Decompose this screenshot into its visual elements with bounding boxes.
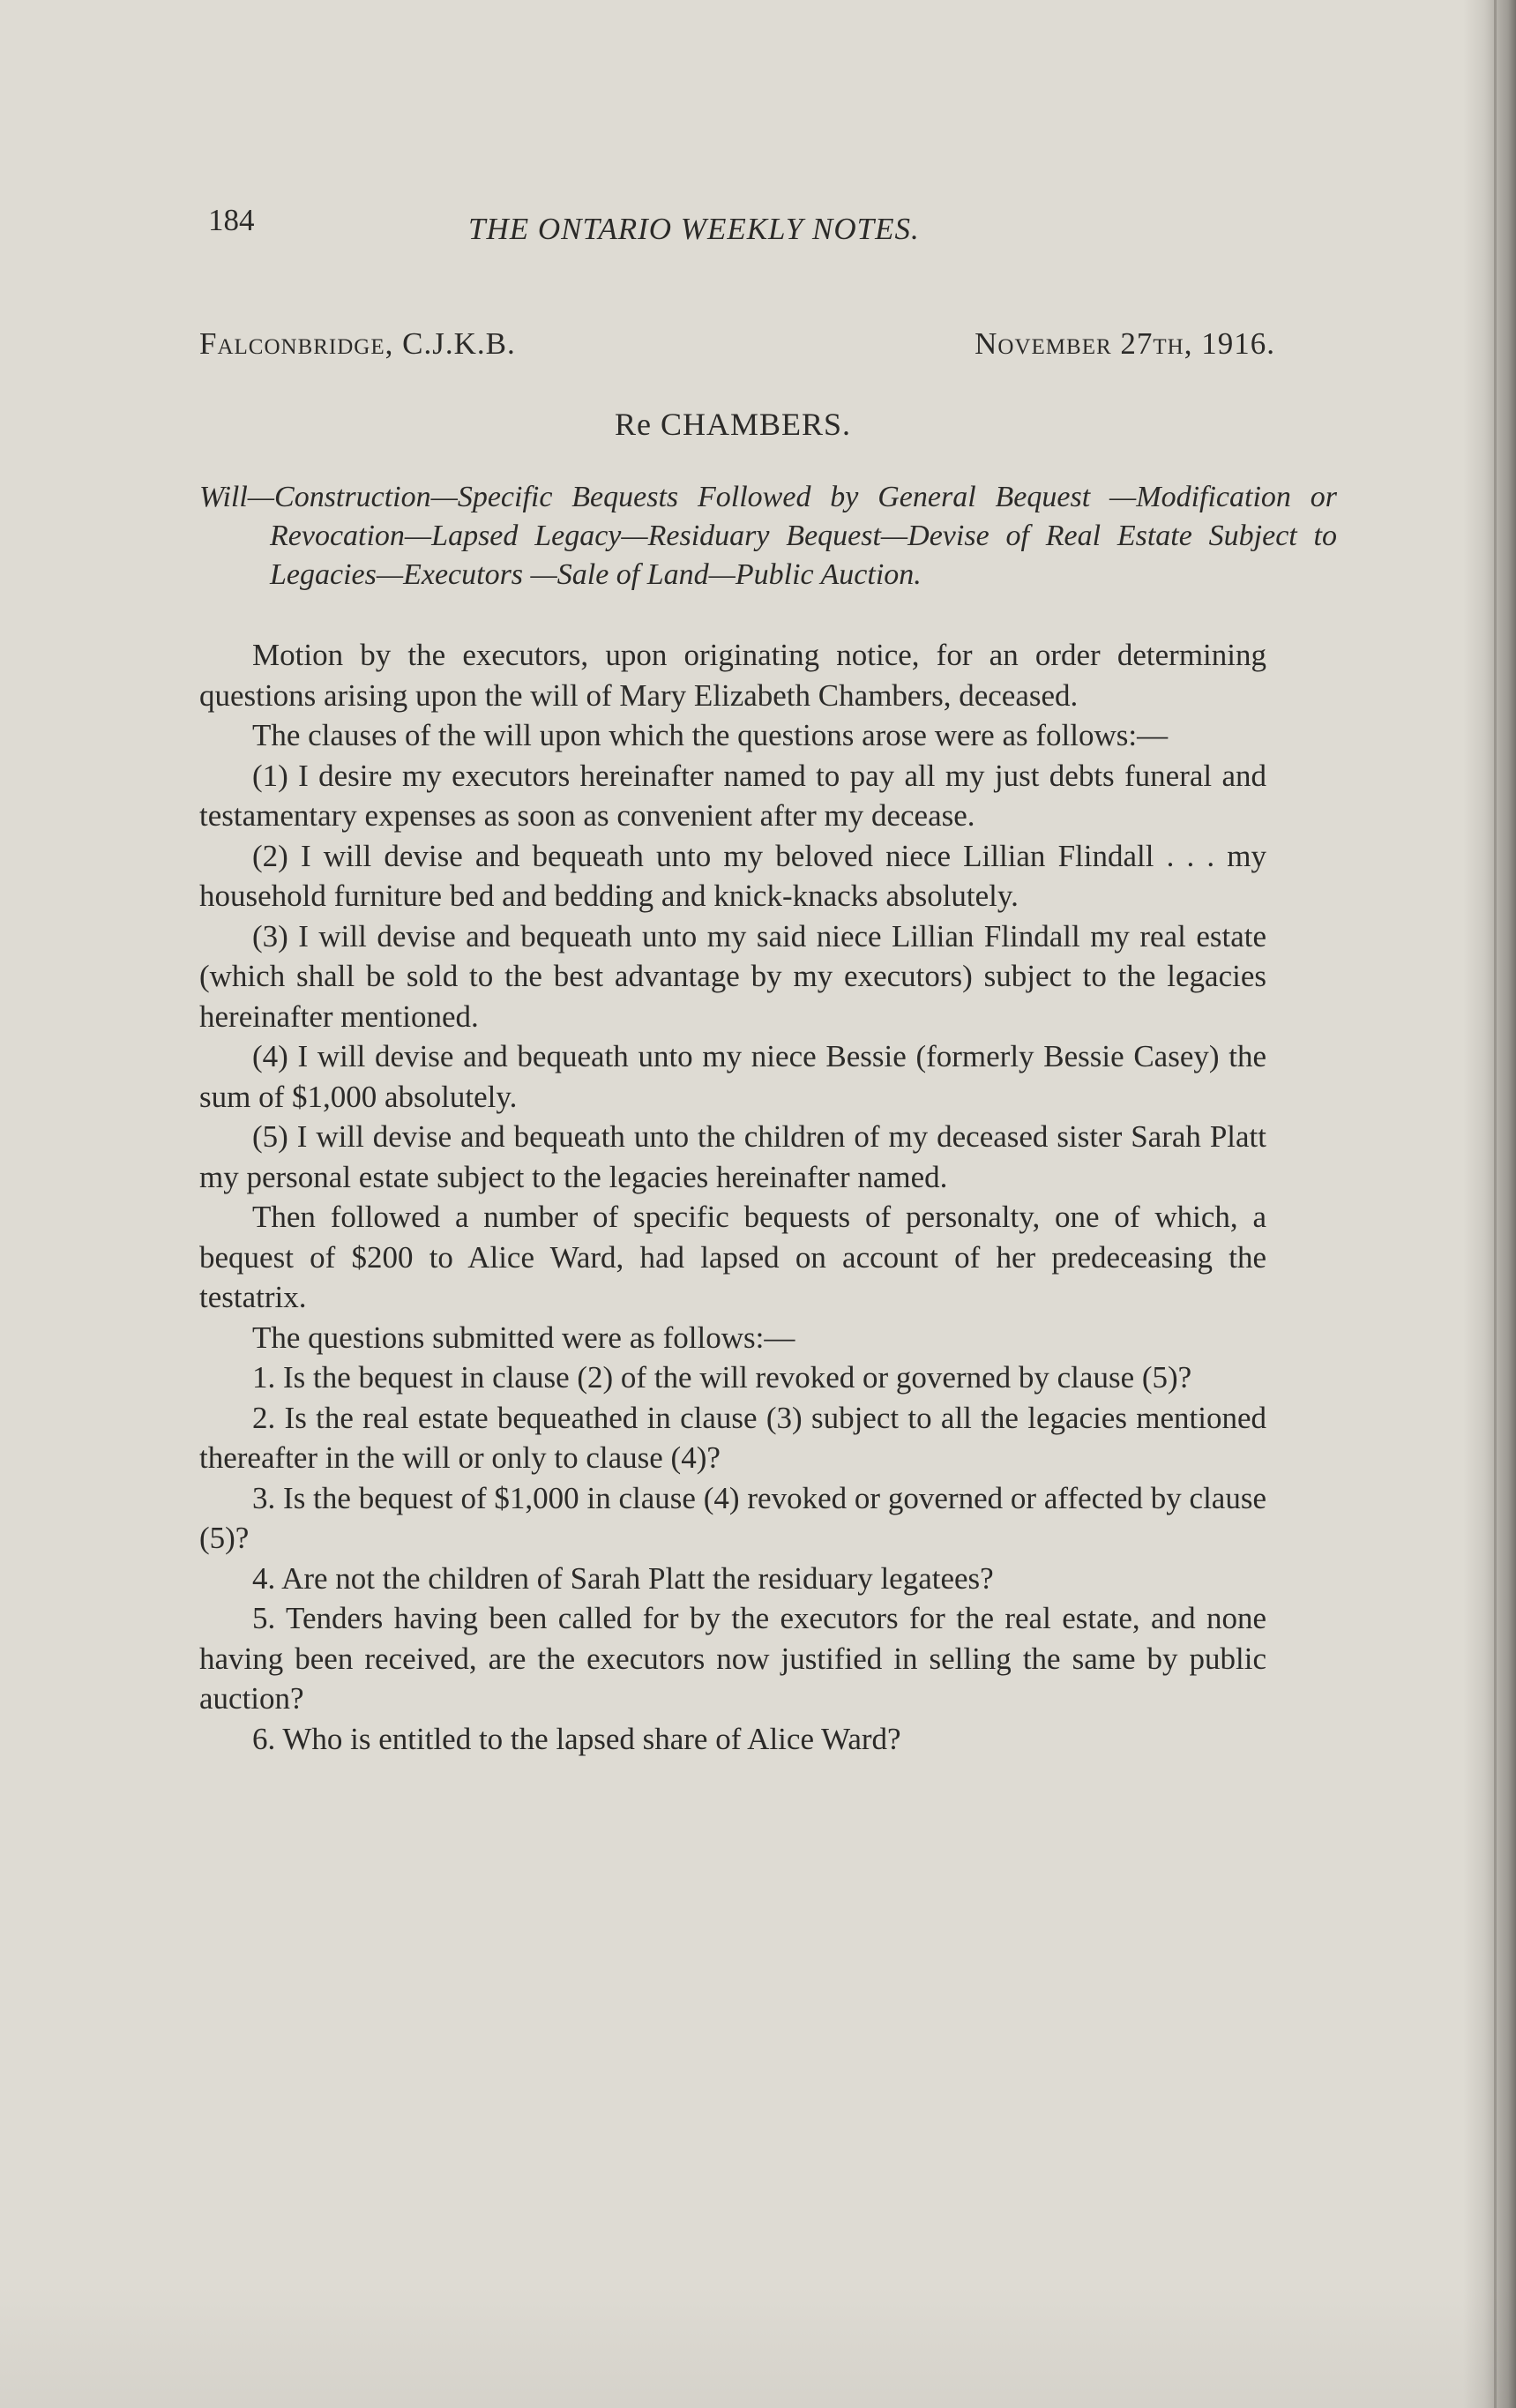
paragraph-clauses-intro: The clauses of the will upon which the questions arose were as follows:—: [252, 718, 1169, 752]
paragraph-question-6: 6. Who is entitled to the lapsed share of Alice Ward?: [252, 1721, 901, 1756]
page-content: [199, 203, 1337, 1759]
headnote: Will—Construction—Specific Bequests Followed by General Bequest —Modification or Revocation—Lapsed Legacy—Residuary Bequest—Devise of Real Estate Subject to Legacies—Executors —Sale of Land—Public Auction.: [199, 481, 1337, 591]
paragraph-questions-intro: The questions submitted were as follows:—: [252, 1320, 795, 1355]
judgment-date: November 27th, 1916.: [975, 326, 1275, 361]
body-text: [199, 635, 1266, 1759]
page-edge-shadow: [1463, 0, 1516, 2408]
court-line: [199, 326, 1275, 379]
running-head: [199, 203, 1266, 256]
paragraph-clause-1: (1) I desire my executors hereinafter named to pay all my just debts funeral and testamentary expenses as soon as convenient after my decease.: [199, 758, 1266, 833]
paragraph-question-3: 3. Is the bequest of $1,000 in clause (4) revoked or governed or affected by clause (5)?: [199, 1480, 1266, 1555]
judge-name: Falconbridge, C.J.K.B.: [199, 326, 516, 361]
paragraph-question-4: 4. Are not the children of Sarah Platt the residuary legatees?: [252, 1560, 994, 1596]
page-number: 184: [208, 203, 255, 237]
paragraph-question-2: 2. Is the real estate bequeathed in clause (3) subject to all the legacies mentioned thereafter in the will or only to clause (4)?: [199, 1400, 1266, 1475]
paragraph-specific-bequests: Then followed a number of specific bequests of personalty, one of which, a bequest of $200 to Alice Ward, had lapsed on account of her predeceasing the testatrix.: [199, 1200, 1266, 1314]
paragraph-question-1: 1. Is the bequest in clause (2) of the will revoked or governed by clause (5)?: [252, 1360, 1192, 1395]
paragraph-motion: Motion by the executors, upon originating notice, for an order determining questions arising upon the will of Mary Elizabeth Chambers, deceased.: [199, 638, 1266, 713]
paragraph-clause-5: (5) I will devise and bequeath unto the children of my deceased sister Sarah Platt my personal estate subject to the legacies hereinafter named.: [199, 1119, 1266, 1194]
paragraph-clause-2: (2) I will devise and bequeath unto my beloved niece Lillian Flindall . . . my household furniture bed and bedding and knick-knacks absolutely.: [199, 838, 1266, 913]
case-title: Re CHAMBERS.: [614, 407, 852, 442]
paragraph-question-5: 5. Tenders having been called for by the executors for the real estate, and none having been received, are the executors now justified in selling the same by public auction?: [199, 1601, 1266, 1716]
journal-title: THE ONTARIO WEEKLY NOTES.: [468, 212, 920, 246]
page-edge-line: [1494, 0, 1497, 2408]
paragraph-clause-3: (3) I will devise and bequeath unto my said niece Lillian Flindall my real estate (which shall be sold to the best advantage by my executors) subject to the legacies hereinafter mentioned.: [199, 918, 1266, 1034]
paragraph-clause-4: (4) I will devise and bequeath unto my niece Bessie (formerly Bessie Casey) the sum of $1,000 absolutely.: [199, 1039, 1266, 1114]
page-bottom-shade: [0, 2285, 1516, 2408]
